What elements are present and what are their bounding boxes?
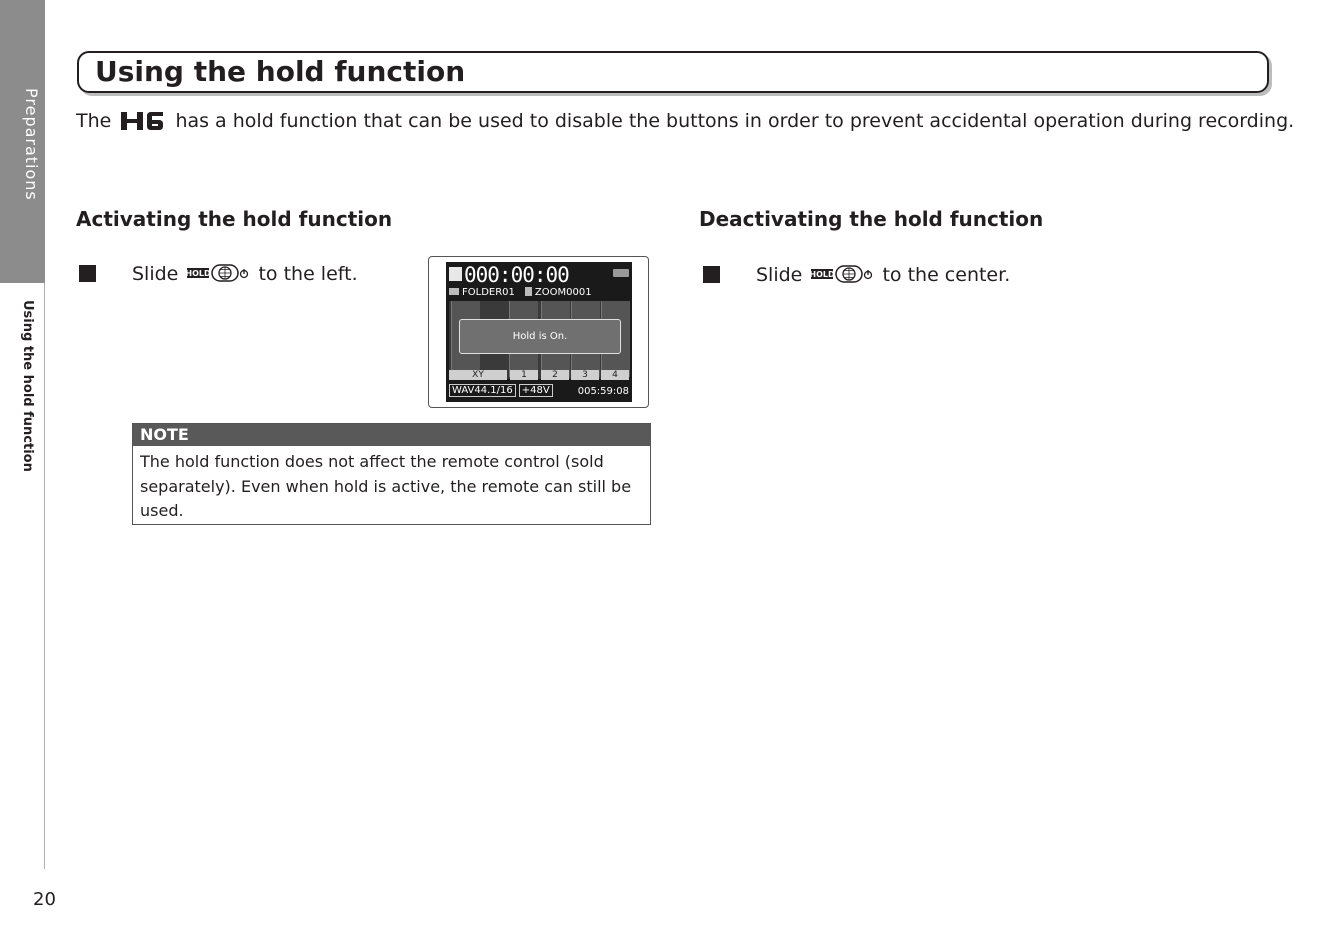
title-box [77, 51, 1269, 93]
h6-logo [119, 111, 165, 136]
format-badge: WAV44.1/16 [449, 384, 516, 397]
battery-icon [613, 269, 629, 277]
chapter-tab[interactable] [0, 0, 45, 283]
activate-heading: Activating the hold function [76, 207, 393, 231]
deactivate-step-bullet [703, 266, 720, 283]
hold-switch-icon [811, 264, 873, 289]
intro-text-before: The [76, 110, 112, 132]
activate-step-text-before: Slide [132, 263, 179, 285]
device-screen-illustration [428, 256, 649, 408]
page-number: 20 [33, 889, 56, 910]
remaining-time: 005:59:08 [577, 386, 629, 397]
file-icon [525, 287, 532, 296]
hold-popup: Hold is On. [459, 319, 621, 354]
page-title: Using the hold function [95, 55, 466, 88]
screen-folder-row [449, 287, 592, 298]
screen-folder-name: FOLDER01 [462, 287, 515, 298]
intro-paragraph [76, 110, 1294, 136]
phantom-badge: +48V [519, 384, 553, 397]
screen-file-name: ZOOM0001 [534, 287, 592, 298]
chapter-tab-label: Preparations [22, 88, 41, 201]
note-text: The hold function does not affect the remote control (sold separately). Even when hold is active, the remote can still be used. [140, 452, 632, 520]
channel-labels [449, 370, 629, 380]
note-box [132, 423, 651, 525]
deactivate-step-text-before: Slide [756, 264, 803, 286]
intro-text-after: has a hold function that can be used to disable the buttons in order to prevent accidental operation during recording. [175, 110, 1295, 132]
channel-label: 1 [510, 370, 538, 380]
deactivate-heading: Deactivating the hold function [699, 207, 1044, 231]
activate-step [132, 263, 358, 288]
note-label: NOTE [133, 424, 650, 446]
sidebar-divider [44, 283, 45, 869]
record-status-icon [449, 267, 462, 281]
channel-label: 3 [571, 370, 599, 380]
device-screen [446, 262, 632, 402]
channel-label: 2 [541, 370, 569, 380]
svg-text:HOLD: HOLD [187, 269, 212, 278]
screen-status-row [449, 385, 556, 396]
activate-step-bullet [79, 265, 96, 282]
deactivate-step-text-after: to the center. [882, 264, 1011, 286]
hold-switch-icon [187, 263, 249, 288]
screen-time-counter: 000:00:00 [464, 263, 569, 287]
section-tab-label[interactable]: Using the hold function [20, 300, 35, 472]
activate-step-text-after: to the left. [258, 263, 358, 285]
deactivate-step [756, 264, 1010, 289]
folder-icon [449, 288, 459, 295]
channel-label: 4 [601, 370, 629, 380]
channel-label: XY [449, 370, 507, 380]
svg-text:HOLD: HOLD [811, 270, 836, 279]
